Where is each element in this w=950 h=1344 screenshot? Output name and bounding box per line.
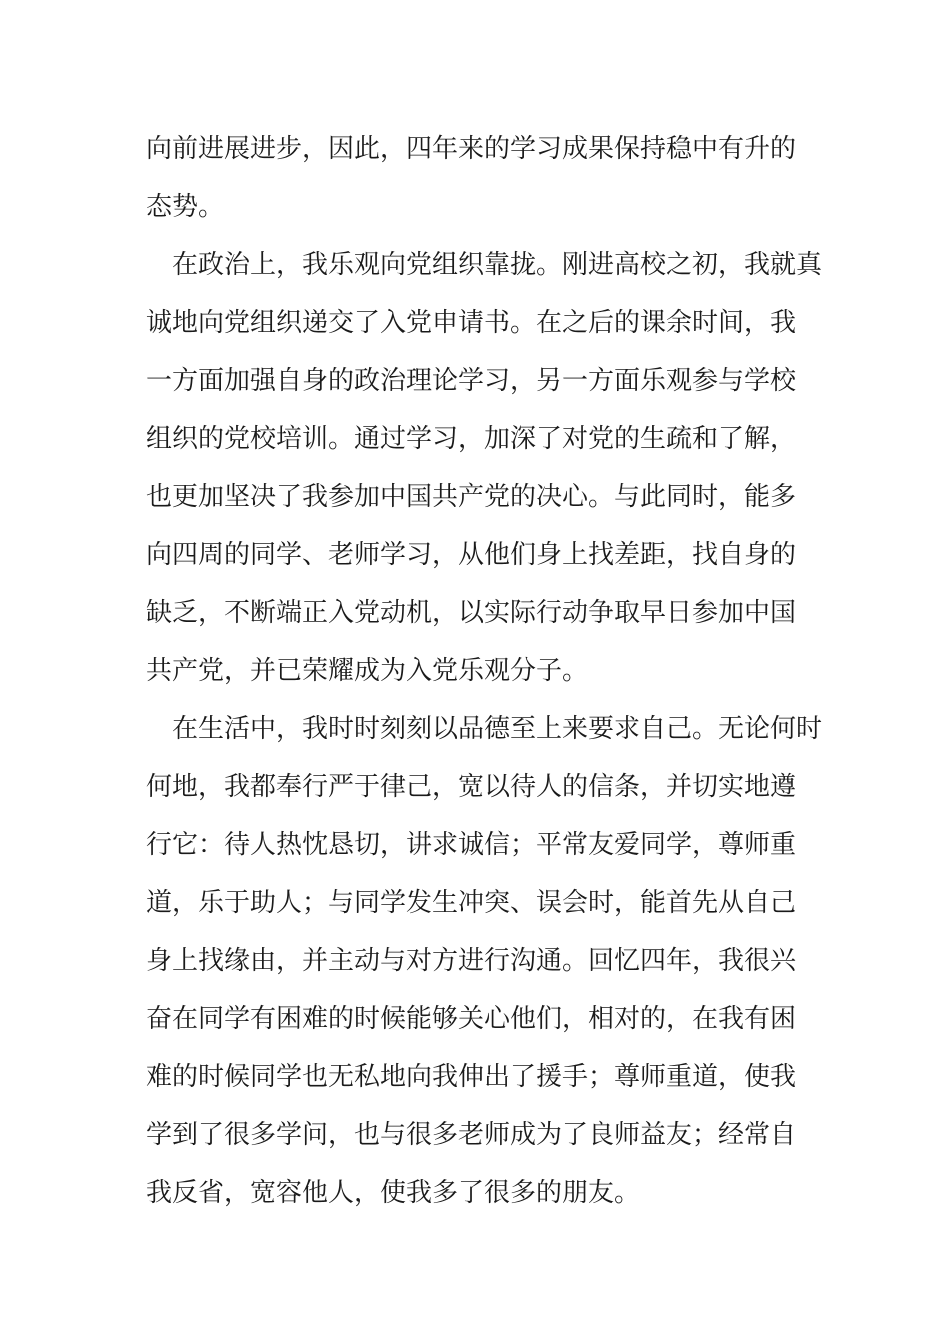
- paragraph-2-line-2: 诚地向党组织递交了入党申请书。在之后的课余时间，我: [146, 308, 797, 338]
- paragraph-3-line-6: 奋在同学有困难的时候能够关心他们，相对的，在我有困: [146, 1004, 797, 1034]
- paragraph-1-line-2: 态势。: [146, 192, 225, 222]
- paragraph-2-line-1: 在政治上，我乐观向党组织靠拢。刚进高校之初，我就真: [172, 250, 823, 280]
- paragraph-3-line-2: 何地，我都奉行严于律己，宽以待人的信条，并切实地遵: [146, 772, 797, 802]
- paragraph-3-line-4: 道，乐于助人；与同学发生冲突、误会时，能首先从自己: [146, 888, 797, 918]
- paragraph-2-line-7: 缺乏，不断端正入党动机，以实际行动争取早日参加中国: [146, 598, 797, 628]
- paragraph-2-line-8: 共产党，并已荣耀成为入党乐观分子。: [146, 656, 589, 686]
- paragraph-2-line-6: 向四周的同学、老师学习，从他们身上找差距，找自身的: [146, 540, 797, 570]
- paragraph-2-line-5: 也更加坚决了我参加中国共产党的决心。与此同时，能多: [146, 482, 797, 512]
- paragraph-2-line-3: 一方面加强自身的政治理论学习，另一方面乐观参与学校: [146, 366, 797, 396]
- paragraph-3-line-5: 身上找缘由，并主动与对方进行沟通。回忆四年，我很兴: [146, 946, 797, 976]
- paragraph-2-line-4: 组织的党校培训。通过学习，加深了对党的生疏和了解，: [146, 424, 797, 454]
- paragraph-3-line-3: 行它：待人热忱恳切，讲求诚信；平常友爱同学，尊师重: [146, 830, 797, 860]
- paragraph-3-line-7: 难的时候同学也无私地向我伸出了援手；尊师重道，使我: [146, 1062, 797, 1092]
- paragraph-3-line-8: 学到了很多学问，也与很多老师成为了良师益友；经常自: [146, 1120, 797, 1150]
- paragraph-1-line-1: 向前进展进步，因此，四年来的学习成果保持稳中有升的: [146, 134, 797, 164]
- paragraph-3-line-1: 在生活中，我时时刻刻以品德至上来要求自己。无论何时: [172, 714, 823, 744]
- paragraph-3-line-9: 我反省，宽容他人，使我多了很多的朋友。: [146, 1178, 641, 1208]
